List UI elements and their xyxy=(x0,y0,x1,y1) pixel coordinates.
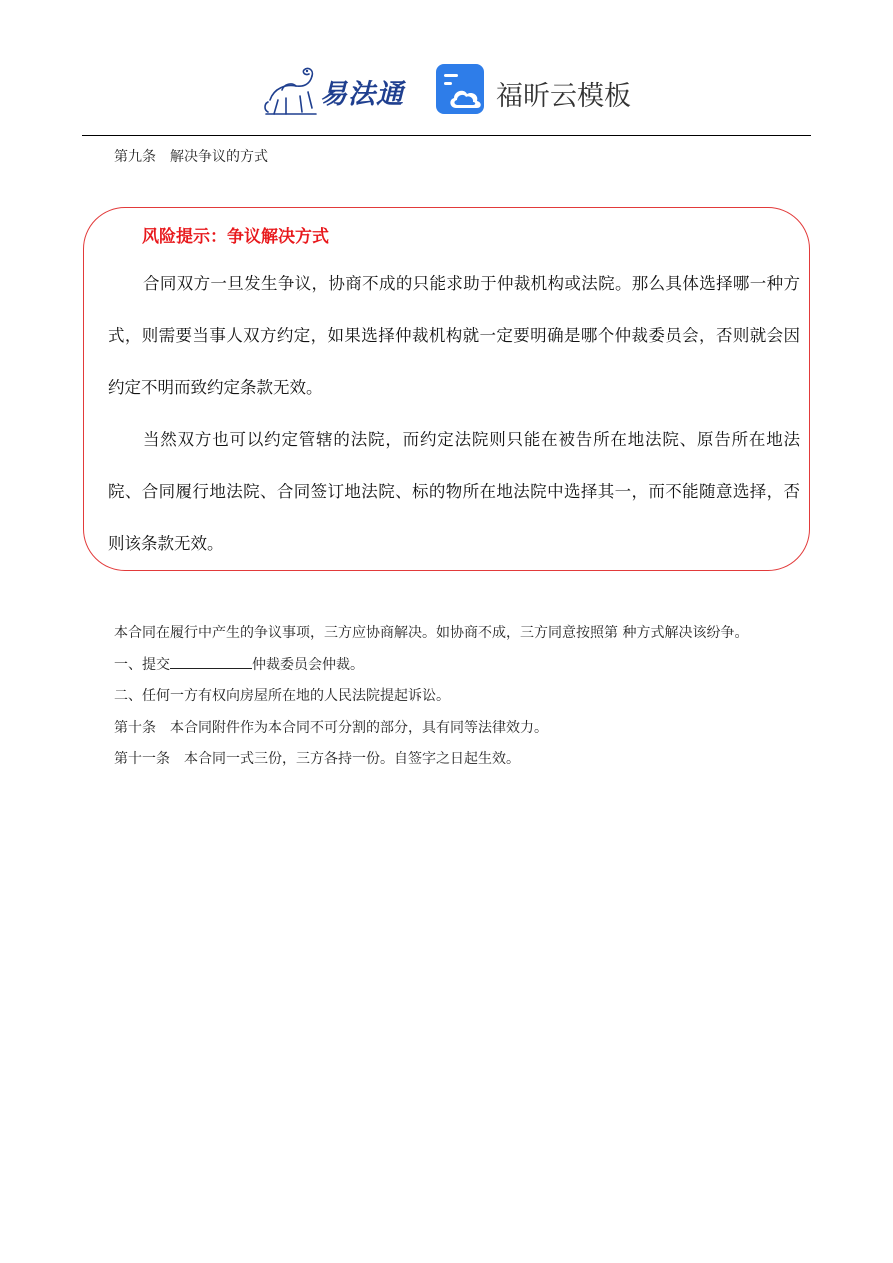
cloud-document-icon xyxy=(436,64,488,116)
risk-warning-paragraph-2: 当然双方也可以约定管辖的法院，而约定法院则只能在被告所在地法院、原告所在地法院、合同履行地法院、合同签订地法院、标的物所在地法院中选择其一，而不能随意选择，否则该条款无效。 xyxy=(108,430,800,553)
article-11: 第十一条 本合同一式三份，三方各持一份。自签字之日起生效。 xyxy=(114,751,520,767)
arbitration-commission-blank[interactable] xyxy=(170,655,252,669)
option-1-arbitration xyxy=(114,654,364,674)
risk-warning-box xyxy=(83,207,810,571)
option-2-litigation: 二、任何一方有权向房屋所在地的人民法院提起诉讼。 xyxy=(114,688,450,704)
article-9-heading: 第九条 解决争议的方式 xyxy=(114,149,268,165)
risk-warning-paragraph-1: 合同双方一旦发生争议，协商不成的只能求助于仲裁机构或法院。那么具体选择哪一种方式，则需要当事人双方约定，如果选择仲裁机构就一定要明确是哪个仲裁委员会，否则就会因约定不明而致约定条款无效。 xyxy=(108,274,800,397)
fuxin-logo xyxy=(436,64,636,118)
risk-warning-title: 风险提示：争议解决方式 xyxy=(142,227,329,247)
qilin-emblem-icon xyxy=(262,62,322,120)
yifatong-logo-text: 易法通 xyxy=(320,79,404,110)
header-divider xyxy=(82,135,811,136)
fuxin-logo-text: 福昕云模板 xyxy=(496,81,631,112)
dispute-resolution-clause: 本合同在履行中产生的争议事项，三方应协商解决。如协商不成，三方同意按照第 种方式解决该纷争。 xyxy=(114,625,749,641)
option-1-prefix: 一、提交 xyxy=(114,657,170,673)
yifatong-logo xyxy=(262,62,412,118)
header-logos xyxy=(0,60,893,124)
article-10: 第十条 本合同附件作为本合同不可分割的部分，具有同等法律效力。 xyxy=(114,720,548,736)
option-1-suffix: 仲裁委员会仲裁。 xyxy=(252,657,364,673)
